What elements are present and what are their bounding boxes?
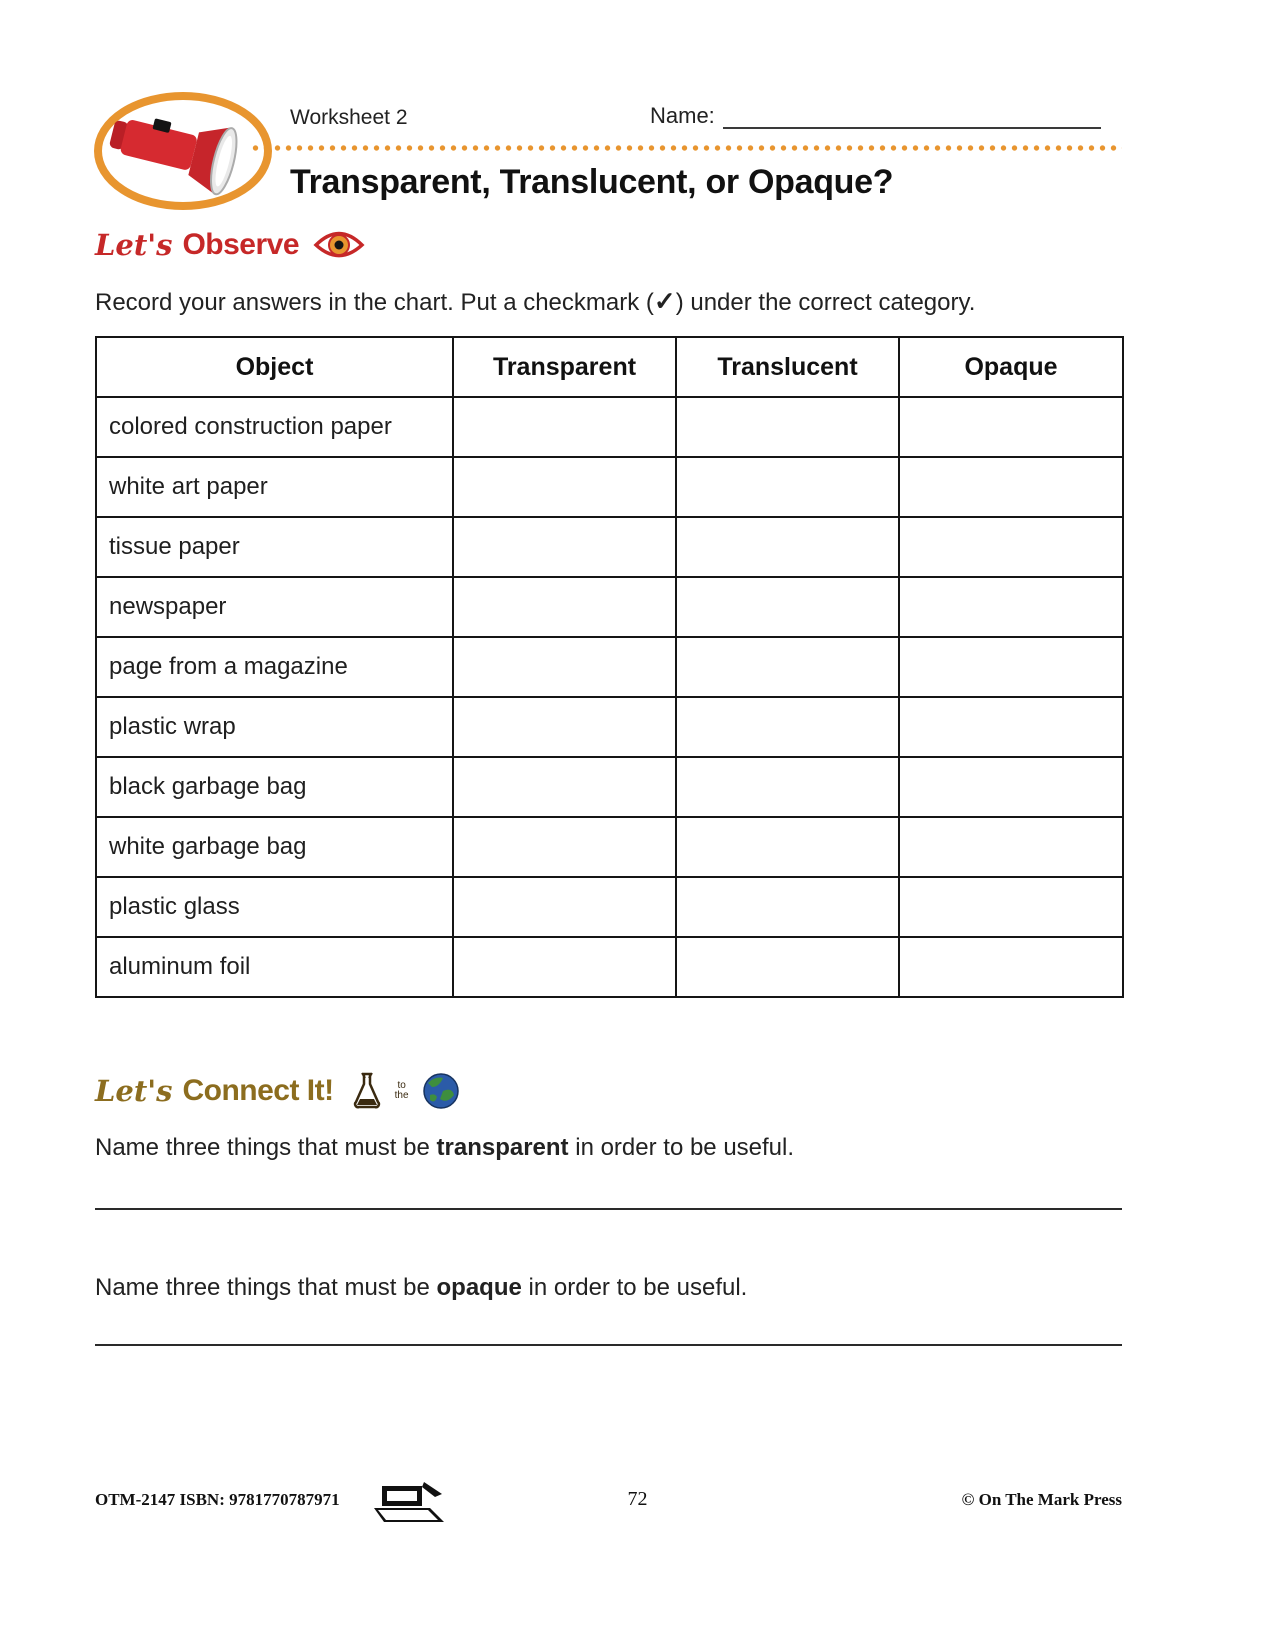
transparent-answer-cell[interactable] [453,577,676,637]
transparent-answer-cell[interactable] [453,697,676,757]
column-header-translucent: Translucent [676,337,899,397]
object-cell: white art paper [96,457,453,517]
opaque-answer-cell[interactable] [899,757,1123,817]
table-row [96,397,1123,457]
question-text-pre: Name three things that must be [95,1134,437,1161]
checkmark-glyph: ✓ [653,286,676,316]
table-header-row [96,337,1123,397]
eye-icon [313,228,365,262]
question-keyword: transparent [436,1134,569,1161]
opaque-answer-cell[interactable] [899,817,1123,877]
object-cell: colored construction paper [96,397,453,457]
table-row [96,517,1123,577]
column-header-opaque: Opaque [899,337,1123,397]
translucent-answer-cell[interactable] [676,697,899,757]
flashlight-icon [92,88,274,216]
translucent-answer-cell[interactable] [676,517,899,577]
answer-line-opaque[interactable] [95,1344,1122,1346]
opaque-answer-cell[interactable] [899,637,1123,697]
page-title: Transparent, Translucent, or Opaque? [290,163,894,201]
transparent-answer-cell[interactable] [453,517,676,577]
observation-chart [95,336,1124,998]
translucent-answer-cell[interactable] [676,937,899,997]
instruction-text [95,286,975,317]
name-row [650,103,1101,129]
table-row [96,817,1123,877]
opaque-answer-cell[interactable] [899,457,1123,517]
lets-script-text: Let's [95,228,173,262]
page-number: 72 [627,1488,648,1510]
object-cell: plastic glass [96,877,453,937]
opaque-answer-cell[interactable] [899,937,1123,997]
instruction-post: ) under the correct category. [675,289,976,316]
question-text-post: in order to be useful. [521,1274,748,1301]
connect-heading-text: Connect It! [182,1074,334,1107]
worksheet-label: Worksheet 2 [290,106,408,129]
flashlight-logo [92,88,274,216]
column-header-transparent: Transparent [453,337,676,397]
table-row [96,457,1123,517]
table-row [96,877,1123,937]
transparent-answer-cell[interactable] [453,637,676,697]
translucent-answer-cell[interactable] [676,877,899,937]
transparent-answer-cell[interactable] [453,817,676,877]
transparent-answer-cell[interactable] [453,937,676,997]
translucent-answer-cell[interactable] [676,397,899,457]
transparent-answer-cell[interactable] [453,457,676,517]
translucent-answer-cell[interactable] [676,817,899,877]
name-blank-line[interactable] [723,105,1101,129]
footer-copyright: © On The Mark Press [961,1490,1122,1509]
opaque-answer-cell[interactable] [899,697,1123,757]
object-cell: white garbage bag [96,817,453,877]
table-row [96,937,1123,997]
lets-script-text: Let's [95,1074,173,1108]
object-cell: tissue paper [96,517,453,577]
to-the-text: to the [394,1080,409,1101]
opaque-answer-cell[interactable] [899,577,1123,637]
column-header-object: Object [96,337,453,397]
instruction-pre: Record your answers in the chart. Put a checkmark ( [95,289,654,316]
footer-isbn: OTM-2147 ISBN: 9781770787971 [95,1490,340,1509]
translucent-answer-cell[interactable] [676,637,899,697]
table-row [96,697,1123,757]
object-cell: plastic wrap [96,697,453,757]
opaque-answer-cell[interactable] [899,517,1123,577]
dotted-divider [250,143,1122,153]
opaque-answer-cell[interactable] [899,397,1123,457]
translucent-answer-cell[interactable] [676,457,899,517]
globe-icon [422,1072,460,1110]
object-cell: black garbage bag [96,757,453,817]
question-keyword: opaque [436,1274,522,1301]
question-text-pre: Name three things that must be [95,1274,437,1301]
translucent-answer-cell[interactable] [676,757,899,817]
question-transparent [95,1134,794,1162]
opaque-answer-cell[interactable] [899,877,1123,937]
answer-line-transparent[interactable] [95,1208,1122,1210]
table-row [96,637,1123,697]
object-cell: aluminum foil [96,937,453,997]
name-label: Name: [650,103,715,128]
observe-section-heading [95,228,365,262]
hand-flask-icon [352,1072,382,1110]
transparent-answer-cell[interactable] [453,397,676,457]
transparent-answer-cell[interactable] [453,757,676,817]
connect-section-heading [95,1072,460,1110]
object-cell: page from a magazine [96,637,453,697]
translucent-answer-cell[interactable] [676,577,899,637]
table-row [96,757,1123,817]
table-row [96,577,1123,637]
observe-heading-text: Observe [182,228,300,261]
question-text-post: in order to be useful. [568,1134,795,1161]
question-opaque [95,1274,747,1302]
transparent-answer-cell[interactable] [453,877,676,937]
object-cell: newspaper [96,577,453,637]
